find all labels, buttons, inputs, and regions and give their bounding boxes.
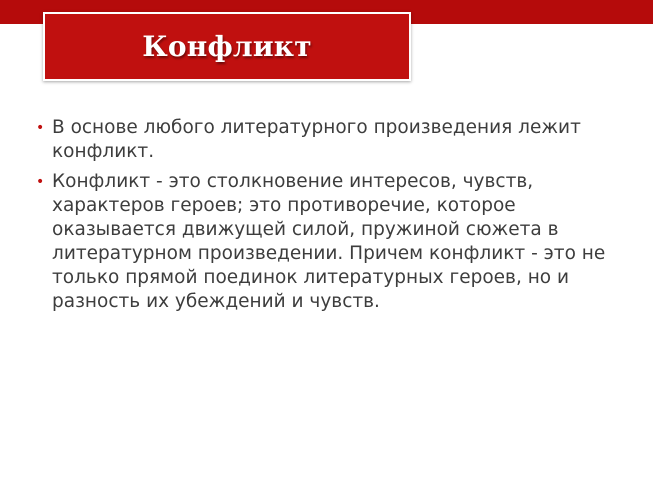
- bullet-marker: •: [36, 174, 45, 190]
- bullet-text-1: В основе любого литературного произведения лежит конфликт.: [52, 117, 581, 162]
- slide-title: Конфликт: [142, 30, 312, 63]
- bullet-item-2: [34, 170, 624, 314]
- bullet-item-1: [34, 116, 624, 164]
- bullet-text-2: Конфликт - это столкновение интересов, чувств, характеров героев; это противоречие, которое оказывается движущей силой, пружиной сюжета в литературном произведении. Причем конфликт - это не только прямой поединок литературных героев, но и разность их убеждений и чувств.: [52, 171, 606, 312]
- bullet-marker: •: [36, 120, 45, 136]
- title-banner: [43, 12, 411, 81]
- bullet-list: [34, 116, 624, 320]
